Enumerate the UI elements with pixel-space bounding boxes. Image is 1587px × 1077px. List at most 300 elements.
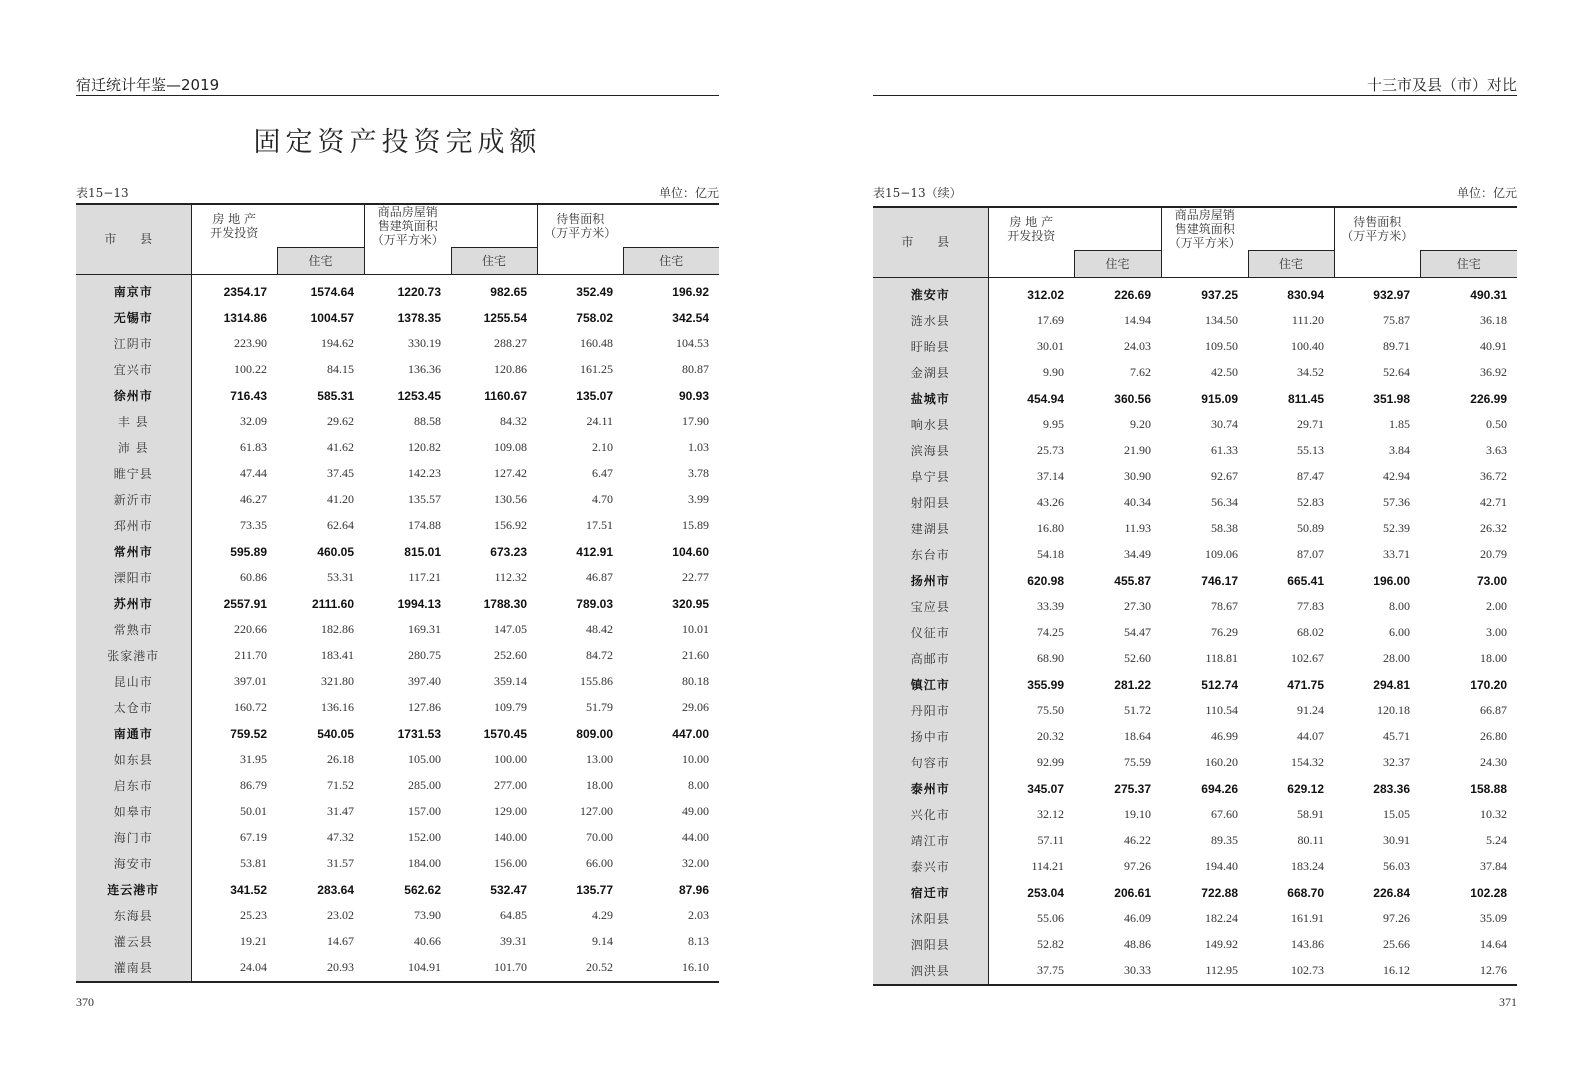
left-page [76,0,719,1077]
row-city-name: 邳州市 [76,513,191,539]
row-value: 143.86 [1291,937,1324,951]
row-value: 74.25 [1037,625,1064,639]
row-value: 36.18 [1480,313,1507,327]
row-city-name: 淮安市 [873,277,988,308]
row-value: 52.83 [1297,495,1324,509]
row-city-name: 新沂市 [76,487,191,513]
row-value: 120.18 [1377,703,1410,717]
row-value: 6.47 [592,466,613,480]
table-row [76,274,719,305]
row-value: 46.99 [1211,729,1238,743]
row-city-name: 盐城市 [873,386,988,412]
row-value: 2.10 [592,440,613,454]
col-header-sales-residential: 住宅 [1248,250,1334,277]
table-row [76,721,719,747]
row-city-name: 如皋市 [76,799,191,825]
row-value: 1788.30 [483,596,527,611]
row-value: 196.00 [1373,573,1410,588]
col-header-investment-gap [1074,207,1161,250]
table-row [76,825,719,851]
row-city-name: 沛 县 [76,435,191,461]
row-value: 34.52 [1297,365,1324,379]
row-value: 285.00 [408,778,441,792]
row-value: 156.92 [494,518,527,532]
row-value: 275.37 [1114,781,1151,796]
row-city-name: 丹阳市 [873,698,988,724]
row-value: 226.84 [1373,885,1410,900]
table-row [76,409,719,435]
table-body-right [873,277,1517,985]
row-value: 154.32 [1291,755,1324,769]
row-value: 789.03 [576,596,613,611]
investment-table-right [873,206,1517,986]
row-value: 78.67 [1211,599,1238,613]
table-row [873,646,1517,672]
row-value: 174.88 [408,518,441,532]
row-value: 127.86 [408,700,441,714]
col-header-sales-gap [451,204,537,247]
row-value: 830.94 [1287,287,1324,302]
row-value: 64.85 [500,908,527,922]
table-meta [76,184,719,202]
row-value: 9.90 [1043,365,1064,379]
col-header-unsold-area: 待售面积 （万平方米） [1334,207,1420,250]
row-value: 155.86 [580,674,613,688]
row-value: 58.38 [1211,521,1238,535]
row-value: 100.22 [234,362,267,376]
table-row [873,958,1517,985]
row-value: 288.27 [494,336,527,350]
row-value: 152.00 [408,830,441,844]
row-value: 52.60 [1124,651,1151,665]
row-value: 668.70 [1287,885,1324,900]
row-value: 18.64 [1124,729,1151,743]
row-value: 27.30 [1124,599,1151,613]
row-value: 86.79 [240,778,267,792]
row-value: 9.14 [592,934,613,948]
row-value: 31.57 [327,856,354,870]
row-value: 20.79 [1480,547,1507,561]
row-value: 54.47 [1124,625,1151,639]
row-value: 33.71 [1383,547,1410,561]
row-city-name: 扬中市 [873,724,988,750]
col-header-sales-area: 商品房屋销 售建筑面积 （万平方米） [1161,207,1248,250]
row-value: 3.78 [688,466,709,480]
table-code: 表15−13 [76,186,129,200]
row-value: 29.71 [1297,417,1324,431]
row-value: 13.00 [586,752,613,766]
col-header-unsold-gap [1420,207,1517,250]
row-city-name: 苏州市 [76,591,191,617]
row-value: 40.66 [414,934,441,948]
table-row [76,643,719,669]
table-row [76,799,719,825]
row-value: 39.31 [500,934,527,948]
table-row [873,308,1517,334]
row-city-name: 南通市 [76,721,191,747]
row-value: 1574.64 [310,284,354,299]
row-city-name: 扬州市 [873,568,988,594]
row-value: 31.47 [327,804,354,818]
row-value: 19.21 [240,934,267,948]
row-value: 30.33 [1124,963,1151,977]
row-value: 52.64 [1383,365,1410,379]
row-city-name: 无锡市 [76,305,191,331]
row-value: 2.03 [688,908,709,922]
row-value: 46.27 [240,492,267,506]
row-value: 330.19 [408,336,441,350]
row-city-name: 宜兴市 [76,357,191,383]
row-value: 746.17 [1201,573,1238,588]
row-value: 112.95 [1205,963,1238,977]
row-value: 49.00 [682,804,709,818]
row-value: 80.11 [1297,833,1324,847]
table-row [76,539,719,565]
row-value: 24.11 [586,414,613,428]
row-value: 114.21 [1031,859,1064,873]
col-header-investment: 房 地 产 开发投资 [1007,215,1056,243]
row-city-name: 涟水县 [873,308,988,334]
row-city-name: 东台市 [873,542,988,568]
row-city-name: 昆山市 [76,669,191,695]
row-city-name: 江阴市 [76,331,191,357]
table-row [873,438,1517,464]
row-city-name: 太仓市 [76,695,191,721]
row-value: 36.72 [1480,469,1507,483]
col-header-investment: 房 地 产 开发投资 [210,212,259,240]
table-row [76,773,719,799]
table-row [76,929,719,955]
row-value: 56.34 [1211,495,1238,509]
col-header-investment-spacer [988,250,1074,277]
row-city-name: 响水县 [873,412,988,438]
row-value: 759.52 [230,726,267,741]
row-value: 149.92 [1205,937,1238,951]
row-value: 15.89 [682,518,709,532]
table-row [873,542,1517,568]
row-value: 70.00 [586,830,613,844]
row-value: 811.45 [1287,391,1324,406]
row-value: 50.01 [240,804,267,818]
row-value: 111.20 [1291,313,1324,327]
row-value: 57.11 [1037,833,1064,847]
row-value: 112.32 [494,570,527,584]
row-value: 104.91 [408,960,441,974]
row-value: 21.90 [1124,443,1151,457]
row-value: 102.28 [1470,885,1507,900]
row-value: 160.48 [580,336,613,350]
row-value: 84.15 [327,362,354,376]
row-value: 412.91 [576,544,613,559]
row-city-name: 泗洪县 [873,958,988,985]
row-value: 87.96 [678,882,709,897]
row-value: 1994.13 [397,596,441,611]
row-value: 620.98 [1027,573,1064,588]
row-value: 3.84 [1389,443,1410,457]
row-value: 14.64 [1480,937,1507,951]
table-row [873,906,1517,932]
row-value: 252.60 [494,648,527,662]
row-city-name: 徐州市 [76,383,191,409]
row-value: 1378.35 [397,310,441,325]
row-city-name: 如东县 [76,747,191,773]
col-header-unsold-area: 待售面积 （万平方米） [537,204,623,247]
row-value: 397.01 [234,674,267,688]
row-value: 67.60 [1211,807,1238,821]
table-row [873,277,1517,308]
row-value: 2.00 [1486,599,1507,613]
row-value: 100.00 [494,752,527,766]
row-value: 147.05 [494,622,527,636]
row-value: 18.00 [586,778,613,792]
col-header-investment-residential: 住宅 [277,247,364,274]
table-meta [873,184,1517,202]
row-value: 29.62 [327,414,354,428]
row-value: 223.90 [234,336,267,350]
row-value: 11.93 [1124,521,1151,535]
table-row [873,516,1517,542]
row-value: 97.26 [1124,859,1151,873]
row-value: 37.45 [327,466,354,480]
table-row [76,747,719,773]
row-value: 42.50 [1211,365,1238,379]
row-value: 665.41 [1287,573,1324,588]
row-value: 156.00 [494,856,527,870]
row-city-name: 盱眙县 [873,334,988,360]
row-value: 1570.45 [483,726,527,741]
row-value: 41.62 [327,440,354,454]
table-unit: 单位：亿元 [1456,186,1517,200]
row-value: 7.62 [1130,365,1151,379]
row-city-name: 泰兴市 [873,854,988,880]
row-value: 120.82 [408,440,441,454]
row-value: 84.72 [586,648,613,662]
row-value: 937.25 [1201,287,1238,302]
row-value: 194.62 [321,336,354,350]
row-value: 130.56 [494,492,527,506]
table-row [873,750,1517,776]
page-number: 370 [76,995,94,1009]
table-row [873,568,1517,594]
row-value: 104.60 [672,544,709,559]
col-header-unsold-spacer [537,247,623,274]
row-value: 45.71 [1383,729,1410,743]
row-value: 46.22 [1124,833,1151,847]
table-row [873,464,1517,490]
table-row [76,383,719,409]
col-header-city: 市 县 [76,204,191,274]
row-value: 14.94 [1124,313,1151,327]
row-value: 34.49 [1124,547,1151,561]
table-body-left [76,274,719,982]
row-value: 19.10 [1124,807,1151,821]
col-header-investment-spacer [191,247,277,274]
table-code: 表15−13（续） [873,186,962,200]
row-value: 40.91 [1480,339,1507,353]
row-city-name: 丰 县 [76,409,191,435]
row-value: 1314.86 [223,310,267,325]
header-rule [873,95,1517,96]
row-value: 80.87 [682,362,709,376]
row-city-name: 宝应县 [873,594,988,620]
table-row [76,305,719,331]
row-value: 129.00 [494,804,527,818]
row-value: 595.89 [230,544,267,559]
row-city-name: 高邮市 [873,646,988,672]
row-value: 101.70 [494,960,527,974]
row-value: 460.05 [317,544,354,559]
row-value: 5.24 [1486,833,1507,847]
table-row [873,724,1517,750]
row-value: 109.79 [494,700,527,714]
row-value: 360.56 [1114,391,1151,406]
row-value: 40.34 [1124,495,1151,509]
row-city-name: 启东市 [76,773,191,799]
row-value: 32.37 [1383,755,1410,769]
row-value: 127.00 [580,804,613,818]
table-row [76,877,719,903]
page-title: 固定资产投资完成额 [253,127,542,158]
row-value: 294.81 [1373,677,1410,692]
row-city-name: 常州市 [76,539,191,565]
row-value: 118.81 [1205,651,1238,665]
row-value: 2354.17 [223,284,267,299]
row-city-name: 句容市 [873,750,988,776]
table-row [76,513,719,539]
row-value: 33.39 [1037,599,1064,613]
row-value: 136.16 [321,700,354,714]
col-header-unsold-gap [623,204,719,247]
row-value: 60.86 [240,570,267,584]
row-value: 68.02 [1297,625,1324,639]
row-value: 37.84 [1480,859,1507,873]
row-value: 55.13 [1297,443,1324,457]
row-city-name: 靖江市 [873,828,988,854]
row-city-name: 兴化市 [873,802,988,828]
row-value: 20.52 [586,960,613,974]
row-value: 24.03 [1124,339,1151,353]
row-value: 120.86 [494,362,527,376]
row-value: 20.32 [1037,729,1064,743]
row-value: 28.00 [1383,651,1410,665]
table-row [873,698,1517,724]
row-value: 75.87 [1383,313,1410,327]
row-value: 61.33 [1211,443,1238,457]
row-value: 352.49 [576,284,613,299]
row-value: 1004.57 [310,310,354,325]
row-value: 127.42 [494,466,527,480]
row-value: 52.82 [1037,937,1064,951]
row-value: 30.91 [1383,833,1410,847]
row-value: 351.98 [1373,391,1410,406]
row-value: 135.07 [576,388,613,403]
row-value: 4.70 [592,492,613,506]
row-value: 42.94 [1383,469,1410,483]
row-value: 722.88 [1201,885,1238,900]
table-row [76,955,719,982]
row-value: 16.80 [1037,521,1064,535]
row-city-name: 睢宁县 [76,461,191,487]
table-row [873,412,1517,438]
row-value: 1255.54 [483,310,527,325]
row-value: 29.06 [682,700,709,714]
row-value: 25.73 [1037,443,1064,457]
right-page [873,0,1517,1077]
row-value: 37.75 [1037,963,1064,977]
row-city-name: 沭阳县 [873,906,988,932]
section-header: 十三市及县（市）对比 [1366,76,1517,94]
row-value: 71.52 [327,778,354,792]
row-value: 87.47 [1297,469,1324,483]
row-value: 532.47 [490,882,527,897]
row-value: 73.00 [1476,573,1507,588]
row-value: 540.05 [317,726,354,741]
table-row [76,461,719,487]
row-city-name: 泗阳县 [873,932,988,958]
row-value: 16.10 [682,960,709,974]
col-header-city: 市 县 [873,207,988,277]
row-value: 76.29 [1211,625,1238,639]
row-value: 51.72 [1124,703,1151,717]
table-row [76,669,719,695]
row-value: 397.40 [408,674,441,688]
row-city-name: 建湖县 [873,516,988,542]
row-value: 32.00 [682,856,709,870]
row-value: 100.40 [1291,339,1324,353]
row-value: 8.13 [688,934,709,948]
row-city-name: 灌南县 [76,955,191,982]
row-value: 629.12 [1287,781,1324,796]
row-value: 26.32 [1480,521,1507,535]
row-value: 10.32 [1480,807,1507,821]
row-value: 211.70 [234,648,267,662]
row-value: 37.14 [1037,469,1064,483]
page-number: 371 [1499,995,1517,1009]
header-rule [76,95,719,96]
row-city-name: 仪征市 [873,620,988,646]
row-value: 206.61 [1114,885,1151,900]
row-value: 1160.67 [484,388,527,403]
row-value: 160.20 [1205,755,1238,769]
row-value: 46.87 [586,570,613,584]
row-value: 1220.73 [397,284,441,299]
row-value: 55.06 [1037,911,1064,925]
row-city-name: 溧阳市 [76,565,191,591]
row-value: 8.00 [688,778,709,792]
row-value: 91.24 [1297,703,1324,717]
col-header-investment-gap [277,204,364,247]
row-city-name: 射阳县 [873,490,988,516]
col-header-sales-area: 商品房屋销 售建筑面积 （万平方米） [364,204,451,247]
row-value: 54.18 [1037,547,1064,561]
row-city-name: 东海县 [76,903,191,929]
row-value: 160.72 [234,700,267,714]
row-value: 196.92 [672,284,709,299]
row-value: 21.60 [682,648,709,662]
row-value: 16.12 [1383,963,1410,977]
row-city-name: 阜宁县 [873,464,988,490]
row-value: 30.74 [1211,417,1238,431]
row-value: 44.00 [682,830,709,844]
row-value: 43.26 [1037,495,1064,509]
row-value: 342.54 [672,310,709,325]
row-value: 17.90 [682,414,709,428]
row-value: 42.71 [1480,495,1507,509]
row-value: 24.30 [1480,755,1507,769]
row-value: 673.23 [490,544,527,559]
row-value: 915.09 [1201,391,1238,406]
row-value: 512.74 [1201,677,1238,692]
